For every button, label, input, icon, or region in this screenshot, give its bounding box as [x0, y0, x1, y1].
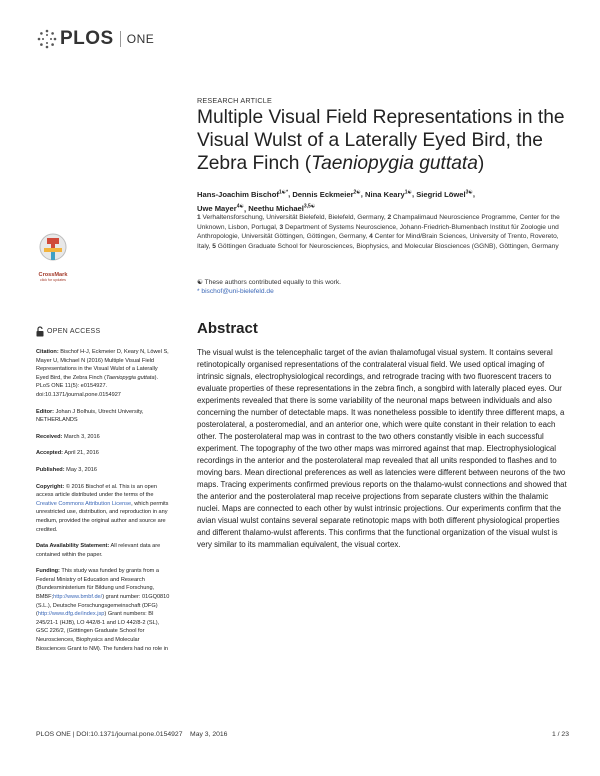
open-lock-icon — [36, 326, 44, 337]
author[interactable]: Uwe Mayer$^{4☯}$ — [197, 203, 244, 214]
citation: Citation: Bischof H-J, Eckmeier D, Keary N, Löwel S, Mayer U, Michael N (2016) Multiple Visual Field Representations in the Visual Wulst of a Laterally Eyed Bird, the Zebra Finch (Taeniopygia guttata). PLoS ONE 11(5): e0154927. doi:10.1371/journal.pone.0154927 — [36, 349, 169, 398]
author[interactable]: Nina Keary$^{1☯}$ — [365, 189, 412, 199]
accepted-date: Accepted: April 21, 2016 — [36, 450, 99, 457]
editor: Editor: Johan J Bolhuis, Utrecht University, NETHERLANDS — [36, 408, 144, 424]
dfg-link[interactable]: http://www.dfg.de/index.jsp — [37, 611, 105, 618]
footer-citation: PLOS ONE | DOI:10.1371/journal.pone.0154927 May 3, 2016 — [36, 731, 228, 738]
equal-contribution-note: ☯ These authors contributed equally to this work. — [197, 279, 341, 286]
crossmark-icon — [38, 232, 68, 266]
author[interactable]: Hans-Joachim Bischof$^{1☯*}$ — [197, 189, 289, 199]
license-link[interactable]: Creative Commons Attribution License — [36, 500, 132, 507]
plos-one-logo[interactable] — [36, 27, 154, 51]
affiliations: 1 Verhaltensforschung, Universität Bielefeld, Bielefeld, Germany, 2 Champalimaud Neuroscience Programme, Center for the Unknown, Lisbon, Portugal, 3 Department of Systems Neuroscience, Johann-Friedrich-Blumenbach Institut für Zoologie und Anthropologie, Universität Göttingen, Göttingen, Germany, 4 Center for Mind/Brain Sciences, University of Trento, Rovereto, Italy, 5 Göttingen Graduate School for Neurosciences, Biophysics, and Molecular Biosciences (GGNB), Göttingen, Germany — [197, 214, 560, 250]
author[interactable]: Neethu Michael$^{3,5☯}$ — [248, 203, 316, 214]
author[interactable]: Siegrid Löwel$^{3☯}$ — [416, 189, 473, 199]
crossmark-badge[interactable] — [36, 232, 70, 282]
author[interactable]: Dennis Eckmeier$^{2☯}$ — [292, 189, 361, 199]
copyright: Copyright: © 2016 Bischof et al. This is an open access article distributed under the terms of the Creative Commons Attribution License, which permits unrestricted use, distribution, and reproduction in any medium, provided the original author and source are credited. — [36, 483, 169, 533]
abstract-heading: Abstract — [197, 320, 258, 337]
abstract-text: The visual wulst is the telencephalic target of the avian thalamofugal visual system. It contains several retinotopically organised representations of the contralateral visual field. We used optical imaging of intrinsic signals, electrophysiological recordings, and retrograde tracing with two fluorescent tracers to evaluate properties of these representations in the zebra finch, a songbird with laterally placed eyes. Our experiments revealed that there is some variability of the neuronal maps between individuals and also concerning the number of detectable maps. It was nonetheless possible to identify three different maps, a posterolateral, a posteromedial, and an anterior one, which were quite constant in their relation to each other. The posterolateral map was in contrast to the two others constantly visible in each successful experiment. The topography of the two other maps was mirrored against that map. Electrophysiological recordings in the anterior and the posterolateral map revealed that all units responded to flashes and to moving bars. Mean directional preferences as well as latencies were different between neurons of the two maps. Tracing experiments confirmed previous reports on the thalamo-wulst connections and showed that the anterior and the posterolateral map receive projections from separate clusters within the thalamic nuclei. Maps are connected to each other by wulst intrinsic projections. Our experiments confirm that the avian visual wulst contains several separate retinotopic maps with both different physiological properties and different thalamo-wulst afferents. This confirms that the functional organization of the visual wulst is very similar to its mammalian equivalent, the visual cortex. — [197, 348, 567, 549]
email-link[interactable]: bischof@uni-bielefeld.de — [201, 288, 274, 296]
data-availability: Data Availability Statement: All relevant data are contained within the paper. — [36, 543, 161, 558]
article-title: Multiple Visual Field Representations in the Visual Wulst of a Laterally Eyed Bird, the Zebra Finch (Taeniopygia guttata) — [197, 107, 565, 174]
crossmark-label: CrossMark — [38, 272, 68, 278]
bmbf-link[interactable]: http://www.bmbf.de/ — [53, 594, 103, 601]
logo-divider — [120, 31, 121, 47]
page-footer — [36, 731, 569, 738]
crossmark-sub: click for updates — [40, 278, 66, 282]
article-sidebar — [36, 348, 170, 661]
published-date: Published: May 3, 2016 — [36, 466, 97, 473]
article-type: RESEARCH ARTICLE — [197, 96, 272, 105]
page-number: 1 / 23 — [551, 731, 569, 738]
title-species: Taeniopygia guttata — [311, 153, 478, 174]
corresponding-email: * bischof@uni-bielefeld.de — [197, 288, 274, 296]
plos-dots-icon — [36, 28, 58, 50]
author-list: Hans-Joachim Bischof$^{1☯*}$, Dennis Eckmeier$^{2☯}$, Nina Keary$^{1☯}$, Siegrid Löwel$^{3☯}$, Uwe Mayer$^{4☯}$, Neethu Michael$^{3,5☯}$ — [197, 189, 475, 214]
received-date: Received: March 3, 2016 — [36, 433, 100, 440]
open-access-badge — [36, 326, 100, 337]
funding: Funding: This study was funded by grants from a Federal Ministry of Education and Research (Bundesministerium für Bildung und Forschung, BMBF;http://www.bmbf.de/) grant number: 01GQ0810 (S.L.), Deutsche Forschungsgemeinschaft (DFG) (http://www.dfg.de/index.jsp) Grant numbers: BI 245/21-1 (HJB), LO 442/8-1 and LO 442/8-2 (SL), GSC 226/2, (Göttingen Graduate School for Neurosciences, Biophysics and Molecular Biosciences Grant to NM). The funders had no role in — [36, 568, 170, 652]
open-access-label: OPEN ACCESS — [47, 328, 101, 335]
brand-name: PLOS — [60, 28, 114, 49]
author-notes — [197, 278, 569, 297]
journal-name: ONE — [126, 32, 155, 46]
